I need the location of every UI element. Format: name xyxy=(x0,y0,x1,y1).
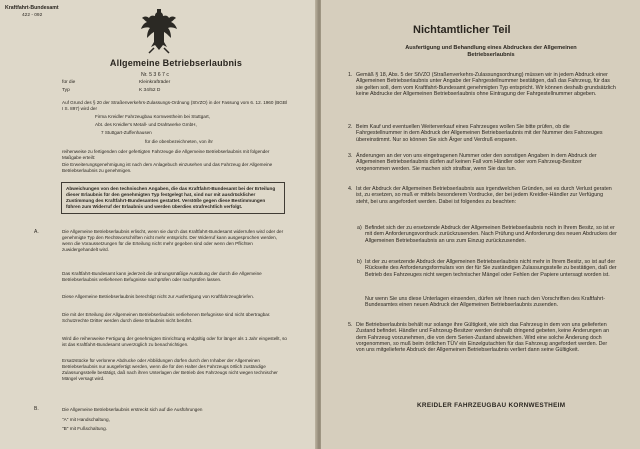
instruction-number-3: 3. xyxy=(348,153,353,159)
permit-title: Allgemeine Betriebserlaubnis xyxy=(109,58,243,68)
section-a-paragraph-5: Wird die reihenweise Fertigung der genehmigten Einrichtung endgültig oder für länger als 1 Jahr eingestellt, so ist das Kraftfahrt-Bundesamt unverzüglich zu benachrichtigen. xyxy=(62,336,287,348)
instruction-text-3: Änderungen an der von uns eingetragenen Nummer oder den sonstigen Angaben in dem Abdruck der Allgemeinen Betriebserlaubnis dürfen auf keinen Fall vom Händler oder vom Fahrzeug-Besitzer vorgenommen werden. Sie machen sich strafbar, wenn Sie das tun. xyxy=(356,153,597,172)
for-label: für die xyxy=(62,80,76,85)
variant-a: "A" mit Handschaltung, xyxy=(62,417,110,422)
instruction-item-2 xyxy=(348,124,616,143)
instruction-text-4: Ist der Abdruck der Allgemeinen Betriebserlaubnis aus irgendwelchen Gründen, sei es durch Verlust geraten ist, zu ersetzen, so muß er mittels besonderem Vordrucke, der bei jedem Kreidler-Händler zur Verfügung steht, bei uns angefordert werden. Dabei ist folgendes zu beachten: xyxy=(356,186,612,205)
instruction-subitem-a xyxy=(357,225,617,244)
regulation-text: Die Erweiterungsgenehmigung ist nach dem Anlagebuch einzusehen und das Fahrzeug der Allgemeine Betriebserlaubnis zu genehmigen. xyxy=(62,162,273,174)
instruction-text-1: Gemäß § 18, Abs. 5 der StVZO (Straßenverkehrs-Zulassungsordnung) müssen wir in jedem Abdruck einer Allgemeinen Betriebserlaubnis unter Angabe der Fahrgestellnummer bestätigen, daß das Fahrzeug, für das sie gelten soll, dem vom Kraftfahrt-Bundesamt genehmigten Typ entspricht. Wir können deshalb grundsätzlich keine Abdrucke der Allgemeinen Betriebserlaubnis ohne Eintragung der Fahrgestellnummer abgeben. xyxy=(356,72,616,97)
section-b-label: B. xyxy=(34,406,39,412)
section-a-label: A. xyxy=(34,229,39,235)
right-page-title: Nichtamtlicher Teil xyxy=(413,24,511,36)
instruction-subitem-b xyxy=(357,259,617,278)
instruction-item-5 xyxy=(348,322,616,354)
federal-eagle-seal xyxy=(140,6,178,54)
closing-note: Nur wenn Sie uns diese Unterlagen einsenden, dürfen wir Ihnen nach den Vorschriften des Kraftfahrt-Bundesamtes einen neuen Abdruck der Allgemeinen Betriebserlaubnis zusenden. xyxy=(365,296,606,309)
instruction-number-4: 4. xyxy=(348,186,353,192)
subitem-b-text: Ist der zu ersetzende Abdruck der Allgemeinen Betriebserlaubnis nicht mehr in Ihrem Besitz, so ist auf der Rückseite des Anforderungsformulars von der für Sie zuständigen Zulassungsstelle zu bestätigen, daß der Betrieb des Fahrzeuges nicht wegen technischer Mängel oder Fehlen der Papiere untersagt worden ist. xyxy=(365,259,617,278)
subitem-a-label: a) xyxy=(357,225,362,231)
instruction-item-1 xyxy=(348,72,616,97)
instruction-number-1: 1. xyxy=(348,72,353,78)
for-vehicles: für die obenbezeichneten, von ihr xyxy=(145,139,213,144)
vehicle-type: K 34/52 D xyxy=(139,88,161,93)
legal-basis: Auf Grund des § 20 der Straßenverkehrs-Zulassungs-Ordnung (StVZO) in der Fassung vom 6. 12. 1960 (BGBl I S. 897) wird der xyxy=(62,100,287,112)
instruction-text-2: Beim Kauf und eventuellen Weiterverkauf eines Fahrzeuges wollen Sie bitte prüfen, ob die Fahrgestellnummer in dem Abdruck der Allgemeinen Betriebserlaubnis mit der Nummer des Fahrzeuges übereinstimmt. Nur so können Sie sich Ärger und Verdruß ersparen. xyxy=(356,124,603,143)
variant-b: "B" mit Fußschaltung. xyxy=(62,426,108,431)
section-b-intro: Die Allgemeine Betriebserlaubnis erstreckt sich auf die Ausführungen xyxy=(62,407,203,412)
legal-notice-box: Abweichungen von den technischen Angaben, die das Kraftfahrt-Bundesamt bei der Erteilung dieser Erlaubnis für den genehmigten Typ festgelegt hat, sind nur mit ausdrücklicher Zustimmung des Kraftfahrt-Bundesamtes gestattet. Verstöße gegen diese Bestimmungen führen zum Widerruf der Erlaubnis und werden überdies strafrechtlich verfolgt. xyxy=(61,182,285,214)
vehicle-class: Kleinkrafträder xyxy=(139,80,171,85)
company-name: Firma Kreidler Fahrzeugbau Kornwestheim bei Stuttgart, xyxy=(95,114,210,119)
right-page-subtitle: Ausfertigung und Behandlung eines Abdruckes der Allgemeinen Betriebserlaubnis xyxy=(405,45,577,58)
serial-production-text: reihenweise zu fertigenden oder gefertigten Fahrzeuge die Allgemeine Betriebserlaubnis mit folgender Maßgabe erteilt: xyxy=(62,149,270,161)
instruction-text-5: Die Betriebserlaubnis behält nur solange ihre Gültigkeit, wie sich das Fahrzeug in dem von uns gelieferten Zustand befindet. Händler und Fahrzeug-Besitzer werden deshalb dringend gebeten, keine Änderungen an dem Fahrzeug vorzunehmen, die von dem Serien-Zustand abweichen. Wird eine solche Änderung doch vorgenommen, so muß beim örtlichen TÜV ein Einzelgutachten für das Fahrzeug angefordert werden. Der von uns mitgelieferte Abdruck der Allgemeinen Betriebserlaubnis verliert dann seine Gültigkeit. xyxy=(356,322,610,354)
left-page xyxy=(0,0,317,449)
section-a-paragraph-3: Diese Allgemeine Betriebserlaubnis berechtigt nicht zur Ausfertigung von Kraftfahrzeugbriefen. xyxy=(62,294,255,299)
section-a-paragraph-1: Die Allgemeine Betriebserlaubnis erlischt, wenn sie durch das Kraftfahrt-Bundesamt widerrufen wird oder der genehmigte Typ den Rechtsvorschriften nicht mehr entspricht. Der Widerruf kann ausgesprochen werden, wenn die Voraussetzungen für die Erteilung nicht mehr gegeben sind oder wenn den Pflichten zuwidergehandelt wird. xyxy=(62,229,284,253)
instruction-number-2: 2. xyxy=(348,124,353,130)
type-label: Typ xyxy=(62,88,70,93)
section-a-paragraph-4: Die mit der Erteilung der Allgemeinen Betriebserlaubnis verliehenen Befugnisse sind nicht übertragbar. Schutzrechte Dritter werden durch diese Erlaubnis nicht berührt. xyxy=(62,312,271,324)
instruction-item-4 xyxy=(348,186,616,205)
footer-company: KREIDLER FAHRZEUGBAU KORNWESTHEIM xyxy=(417,402,566,409)
instruction-number-5: 5. xyxy=(348,322,353,328)
authority-number: 422 - 092 xyxy=(22,13,43,18)
subitem-a-text: Befindet sich der zu ersetzende Abdruck der Allgemeinen Betriebserlaubnis noch in Ihrem Besitz, so ist er mit dem Anforderungsvordruck zurückzusenden. Nach Prüfung und Anforderung des neuen Abdruckes der Allgemeinen Betriebserlaubnis an uns zum Einzug zurückzusenden. xyxy=(365,225,617,244)
permit-number: Nr. 5 3 6 7 c xyxy=(141,72,169,78)
right-page xyxy=(321,0,640,449)
section-a-paragraph-6: Ersatzstücke für verlorene Abdrucke oder Abbildungen dürfen durch den Inhaber der Allgemeinen Betriebserlaubnis nur ausgefertigt werden, wenn die für den Halter des Fahrzeugs örtlich zuständige Zulassungsstelle bestätigt, daß nach ihren Unterlagen der Betrieb des Fahrzeugs nicht wegen technischer Mängel versagt wird. xyxy=(62,358,278,382)
company-department: 7 Stuttgart-Zuffenhausen xyxy=(101,130,152,135)
subitem-b-label: b) xyxy=(357,259,362,265)
authority-name: Kraftfahrt-Bundesamt xyxy=(5,5,59,11)
company-detail: Abt. des Kreidler's Metall- und Drahtwerke GmbH, xyxy=(95,122,197,127)
section-a-paragraph-2: Das Kraftfahrt-Bundesamt kann jederzeit die ordnungsmäßige Ausübung der durch die Allgemeine Betriebserlaubnis verliehenen Befugnisse nachprüfen oder nachprüfen lassen. xyxy=(62,271,262,283)
instruction-item-3 xyxy=(348,153,616,172)
